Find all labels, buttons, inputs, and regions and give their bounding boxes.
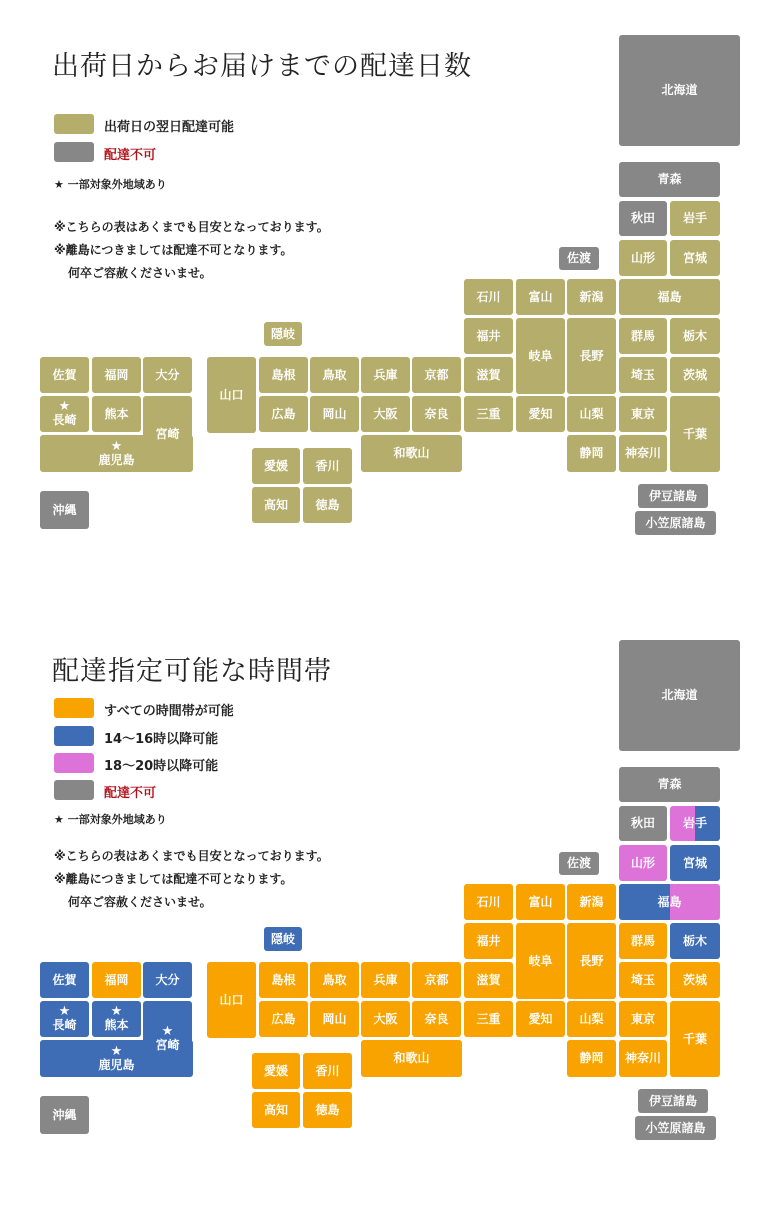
prefecture-name: 高知 xyxy=(263,1102,288,1117)
prefecture-name: 宮城 xyxy=(682,855,707,870)
prefecture-name: 鳥取 xyxy=(322,367,347,382)
legend-label-after-14: 14〜16時以降可能 xyxy=(104,732,219,747)
prefecture-sado xyxy=(559,247,599,270)
notes xyxy=(54,845,329,914)
prefecture-chiba xyxy=(670,396,720,472)
prefecture-oita xyxy=(143,962,192,998)
prefecture-name: 三重 xyxy=(476,1011,501,1026)
prefecture-name: 鹿児島 xyxy=(98,452,135,467)
prefecture-nagasaki xyxy=(40,1001,89,1037)
prefecture-kyoto xyxy=(412,357,461,393)
legend-swatch-all-times xyxy=(54,698,94,718)
prefecture-ehime xyxy=(252,448,300,484)
prefecture-oki xyxy=(264,927,302,951)
prefecture-name: 島根 xyxy=(271,972,296,987)
prefecture-name: 神奈川 xyxy=(624,1051,661,1065)
prefecture-izu xyxy=(638,1089,708,1113)
prefecture-okayama xyxy=(310,1001,359,1037)
prefecture-name: 大分 xyxy=(155,367,180,382)
prefecture-name: 福島 xyxy=(657,894,682,909)
prefecture-name: 伊豆諸島 xyxy=(648,1093,697,1108)
prefecture-name: 徳島 xyxy=(315,1102,340,1117)
prefecture-hokkaido xyxy=(619,640,740,751)
prefecture-ogasawara xyxy=(635,1116,716,1140)
prefecture-name: 熊本 xyxy=(104,406,129,421)
prefecture-name: 新潟 xyxy=(579,894,604,909)
prefecture-name: 京都 xyxy=(424,367,449,382)
prefecture-aomori xyxy=(619,162,720,197)
prefecture-name: 静岡 xyxy=(579,446,604,460)
prefecture-iwate xyxy=(670,806,720,841)
prefecture-name: 岡山 xyxy=(322,1011,347,1026)
prefecture-akita xyxy=(619,201,667,236)
prefecture-name: 佐渡 xyxy=(566,251,591,265)
prefecture-nara xyxy=(412,396,461,432)
note-line: 何卒ご容赦くださいませ。 xyxy=(68,266,212,280)
prefecture-name: 隠岐 xyxy=(270,931,295,946)
prefecture-name: 高知 xyxy=(263,497,288,512)
prefecture-name: 富山 xyxy=(528,289,553,304)
prefecture-osaka xyxy=(361,396,410,432)
prefecture-name: 長野 xyxy=(579,953,604,968)
prefecture-name: 滋賀 xyxy=(476,367,501,382)
prefecture-name: 奈良 xyxy=(424,406,449,421)
prefecture-name: 石川 xyxy=(476,289,501,304)
star-icon: ★ xyxy=(110,1004,123,1019)
prefecture-nagano xyxy=(567,318,616,394)
prefecture-wakayama xyxy=(361,1040,462,1077)
prefecture-name: 宮城 xyxy=(682,250,707,265)
prefecture-osaka xyxy=(361,1001,410,1037)
legend-label-undeliverable: 配達不可 xyxy=(104,786,157,801)
note-line: ※こちらの表はあくまでも目安となっております。 xyxy=(54,220,329,234)
map-title: 出荷日からお届けまでの配達日数 xyxy=(52,51,472,82)
prefecture-sado xyxy=(559,852,599,875)
prefecture-name: 茨城 xyxy=(682,367,707,382)
prefecture-tochigi xyxy=(670,923,720,959)
prefecture-yamaguchi xyxy=(207,962,256,1038)
legend-label-next-day: 出荷日の翌日配達可能 xyxy=(104,120,235,135)
prefecture-wakayama xyxy=(361,435,462,472)
prefecture-niigata xyxy=(567,884,616,920)
prefecture-iwate xyxy=(670,201,720,236)
prefecture-tokyo xyxy=(619,1001,667,1037)
prefecture-name: 富山 xyxy=(528,894,553,909)
prefecture-name: 和歌山 xyxy=(393,1051,430,1065)
prefecture-name: 愛媛 xyxy=(263,458,288,473)
prefecture-izu xyxy=(638,484,708,508)
prefecture-name: 岩手 xyxy=(682,211,707,225)
legend-swatch-undeliverable xyxy=(54,142,94,162)
prefecture-ibaraki xyxy=(670,962,720,998)
prefecture-fukuoka xyxy=(92,962,141,998)
prefecture-name: 奈良 xyxy=(424,1011,449,1026)
prefecture-fukui xyxy=(464,923,513,959)
prefecture-tokyo xyxy=(619,396,667,432)
prefecture-yamaguchi xyxy=(207,357,256,433)
prefecture-name: 北海道 xyxy=(661,688,698,702)
prefecture-shimane xyxy=(259,357,308,393)
prefecture-kumamoto xyxy=(92,1001,141,1037)
prefecture-tokushima xyxy=(303,1092,352,1128)
prefecture-name: 青森 xyxy=(657,777,682,791)
prefecture-gunma xyxy=(619,923,667,959)
prefecture-gunma xyxy=(619,318,667,354)
legend-swatch-undeliverable xyxy=(54,780,94,800)
prefecture-gifu xyxy=(516,923,565,999)
delivery-days-map-section xyxy=(0,0,780,600)
prefecture-name: 広島 xyxy=(271,406,296,421)
prefecture-yamagata xyxy=(619,845,667,881)
prefecture-name: 小笠原諸島 xyxy=(645,1120,706,1135)
prefecture-fukushima xyxy=(619,884,720,920)
prefecture-niigata xyxy=(567,279,616,315)
prefecture-name: 東京 xyxy=(630,406,655,421)
prefecture-name: 栃木 xyxy=(682,328,707,343)
prefecture-fukushima xyxy=(619,279,720,315)
prefecture-shiga xyxy=(464,962,513,998)
prefecture-kumamoto xyxy=(92,396,141,432)
prefecture-saitama xyxy=(619,962,667,998)
prefecture-name: 滋賀 xyxy=(476,972,501,987)
delivery-time-map-section xyxy=(0,605,780,1205)
prefecture-name: 大阪 xyxy=(373,406,398,421)
prefecture-oki xyxy=(264,322,302,346)
prefecture-name: 鹿児島 xyxy=(98,1057,135,1072)
prefecture-name: 京都 xyxy=(424,972,449,987)
prefecture-name: 広島 xyxy=(271,1011,296,1026)
prefecture-yamanashi xyxy=(567,1001,616,1037)
prefecture-shimane xyxy=(259,962,308,998)
prefecture-name: 北海道 xyxy=(661,83,698,97)
prefecture-miyagi xyxy=(670,845,720,881)
prefecture-gifu xyxy=(516,318,565,394)
legend-swatch-after-18 xyxy=(54,753,94,773)
prefecture-name: 愛知 xyxy=(528,406,553,421)
prefecture-aichi xyxy=(516,396,565,432)
prefecture-name: 茨城 xyxy=(682,972,707,987)
prefecture-name: 青森 xyxy=(657,172,682,186)
prefecture-shizuoka xyxy=(567,1040,616,1077)
prefecture-kagawa xyxy=(303,1053,352,1089)
prefecture-name: 秋田 xyxy=(630,211,655,225)
prefecture-name: 鳥取 xyxy=(322,972,347,987)
legend-label-all-times: すべての時間帯が可能 xyxy=(104,704,234,719)
prefecture-aomori xyxy=(619,767,720,802)
prefecture-fukui xyxy=(464,318,513,354)
prefecture-hokkaido xyxy=(619,35,740,146)
prefecture-name: 兵庫 xyxy=(373,972,398,987)
prefecture-name: 山梨 xyxy=(579,406,604,421)
prefecture-name: 大分 xyxy=(155,972,180,987)
prefecture-name: 静岡 xyxy=(579,1051,604,1065)
legend-label-after-18: 18〜20時以降可能 xyxy=(104,759,219,774)
prefecture-name: 佐賀 xyxy=(52,367,77,382)
prefecture-name: 石川 xyxy=(476,894,501,909)
prefecture-name: 群馬 xyxy=(630,328,655,343)
prefecture-nagano xyxy=(567,923,616,999)
prefecture-name: 長崎 xyxy=(52,413,77,427)
map-title: 配達指定可能な時間帯 xyxy=(52,656,332,687)
prefecture-okinawa xyxy=(40,1096,89,1134)
prefecture-name: 隠岐 xyxy=(270,326,295,341)
prefecture-name: 神奈川 xyxy=(624,446,661,460)
prefecture-name: 小笠原諸島 xyxy=(645,515,706,530)
prefecture-name: 岐阜 xyxy=(528,953,553,968)
prefecture-name: 群馬 xyxy=(630,933,655,948)
prefecture-hiroshima xyxy=(259,1001,308,1037)
prefecture-yamanashi xyxy=(567,396,616,432)
prefecture-kanagawa xyxy=(619,435,667,472)
prefecture-name: 徳島 xyxy=(315,497,340,512)
prefecture-name: 香川 xyxy=(315,1063,340,1078)
prefecture-kanagawa xyxy=(619,1040,667,1077)
prefecture-name: 沖縄 xyxy=(52,502,77,517)
prefecture-name: 愛知 xyxy=(528,1011,553,1026)
prefecture-name: 大阪 xyxy=(373,1011,398,1026)
prefecture-saga xyxy=(40,357,89,393)
prefecture-shiga xyxy=(464,357,513,393)
prefecture-name: 福井 xyxy=(476,933,501,948)
prefecture-ishikawa xyxy=(464,884,513,920)
prefecture-name: 山口 xyxy=(219,992,244,1007)
legend-swatch-after-14 xyxy=(54,726,94,746)
star-icon: ★ xyxy=(58,1004,71,1019)
note-line: 何卒ご容赦くださいませ。 xyxy=(68,895,212,909)
prefecture-kagawa xyxy=(303,448,352,484)
prefecture-name: 埼玉 xyxy=(630,367,655,382)
prefecture-tottori xyxy=(310,962,359,998)
prefecture-hyogo xyxy=(361,962,410,998)
prefecture-name: 福井 xyxy=(476,328,501,343)
prefecture-name: 秋田 xyxy=(630,816,655,830)
prefecture-name: 宮崎 xyxy=(155,426,180,441)
prefecture-shizuoka xyxy=(567,435,616,472)
prefecture-name: 福岡 xyxy=(104,367,129,382)
prefecture-mie xyxy=(464,1001,513,1037)
prefecture-name: 兵庫 xyxy=(373,367,398,382)
star-icon: ★ xyxy=(110,1043,123,1059)
prefecture-name: 愛媛 xyxy=(263,1063,288,1078)
prefecture-ishikawa xyxy=(464,279,513,315)
prefecture-saga xyxy=(40,962,89,998)
prefecture-name: 岩手 xyxy=(682,816,707,830)
note-line: ※離島につきましては配達不可となります。 xyxy=(54,872,293,886)
star-icon: ★ xyxy=(161,1024,174,1039)
legend-label-undeliverable: 配達不可 xyxy=(104,148,157,163)
prefecture-ibaraki xyxy=(670,357,720,393)
legend-swatch-next-day xyxy=(54,114,94,134)
prefecture-name: 岐阜 xyxy=(528,348,553,363)
prefecture-chiba xyxy=(670,1001,720,1077)
notes xyxy=(54,216,329,285)
star-note: ★ 一部対象外地域あり xyxy=(54,813,167,826)
prefecture-kochi xyxy=(252,487,300,523)
prefecture-mie xyxy=(464,396,513,432)
star-icon: ★ xyxy=(110,438,123,454)
prefecture-name: 岡山 xyxy=(322,406,347,421)
prefecture-name: 佐賀 xyxy=(52,972,77,987)
note-line: ※離島につきましては配達不可となります。 xyxy=(54,243,293,257)
prefecture-kyoto xyxy=(412,962,461,998)
prefecture-akita xyxy=(619,806,667,841)
star-note: ★ 一部対象外地域あり xyxy=(54,178,167,191)
prefecture-tokushima xyxy=(303,487,352,523)
prefecture-ogasawara xyxy=(635,511,716,535)
prefecture-okinawa xyxy=(40,491,89,529)
prefecture-name: 山形 xyxy=(630,250,655,265)
prefecture-name: 千葉 xyxy=(682,426,707,441)
prefecture-aichi xyxy=(516,1001,565,1037)
prefecture-miyagi xyxy=(670,240,720,276)
prefecture-name: 沖縄 xyxy=(52,1107,77,1122)
prefecture-name: 福岡 xyxy=(104,972,129,987)
prefecture-yamagata xyxy=(619,240,667,276)
prefecture-fukuoka xyxy=(92,357,141,393)
prefecture-name: 宮崎 xyxy=(155,1038,180,1052)
prefecture-name: 熊本 xyxy=(104,1018,129,1032)
prefecture-saitama xyxy=(619,357,667,393)
prefecture-name: 東京 xyxy=(630,1011,655,1026)
star-icon: ★ xyxy=(58,399,71,414)
prefecture-ehime xyxy=(252,1053,300,1089)
prefecture-name: 三重 xyxy=(476,406,501,421)
prefecture-tochigi xyxy=(670,318,720,354)
prefecture-toyama xyxy=(516,884,565,920)
prefecture-nara xyxy=(412,1001,461,1037)
prefecture-name: 香川 xyxy=(315,458,340,473)
prefecture-name: 伊豆諸島 xyxy=(648,488,697,503)
prefecture-nagasaki xyxy=(40,396,89,432)
prefecture-name: 埼玉 xyxy=(630,972,655,987)
prefecture-name: 佐渡 xyxy=(566,856,591,870)
prefecture-name: 山梨 xyxy=(579,1011,604,1026)
prefecture-name: 山形 xyxy=(630,855,655,870)
prefecture-name: 千葉 xyxy=(682,1031,707,1046)
prefecture-name: 新潟 xyxy=(579,289,604,304)
prefecture-name: 長野 xyxy=(579,348,604,363)
prefecture-hiroshima xyxy=(259,396,308,432)
prefecture-name: 和歌山 xyxy=(393,446,430,460)
prefecture-name: 山口 xyxy=(219,387,244,402)
prefecture-name: 長崎 xyxy=(52,1018,77,1032)
prefecture-tottori xyxy=(310,357,359,393)
prefecture-toyama xyxy=(516,279,565,315)
prefecture-name: 福島 xyxy=(657,289,682,304)
prefecture-kochi xyxy=(252,1092,300,1128)
prefecture-hyogo xyxy=(361,357,410,393)
prefecture-oita xyxy=(143,357,192,393)
prefecture-okayama xyxy=(310,396,359,432)
prefecture-name: 栃木 xyxy=(682,933,707,948)
prefecture-name: 島根 xyxy=(271,367,296,382)
note-line: ※こちらの表はあくまでも目安となっております。 xyxy=(54,849,329,863)
